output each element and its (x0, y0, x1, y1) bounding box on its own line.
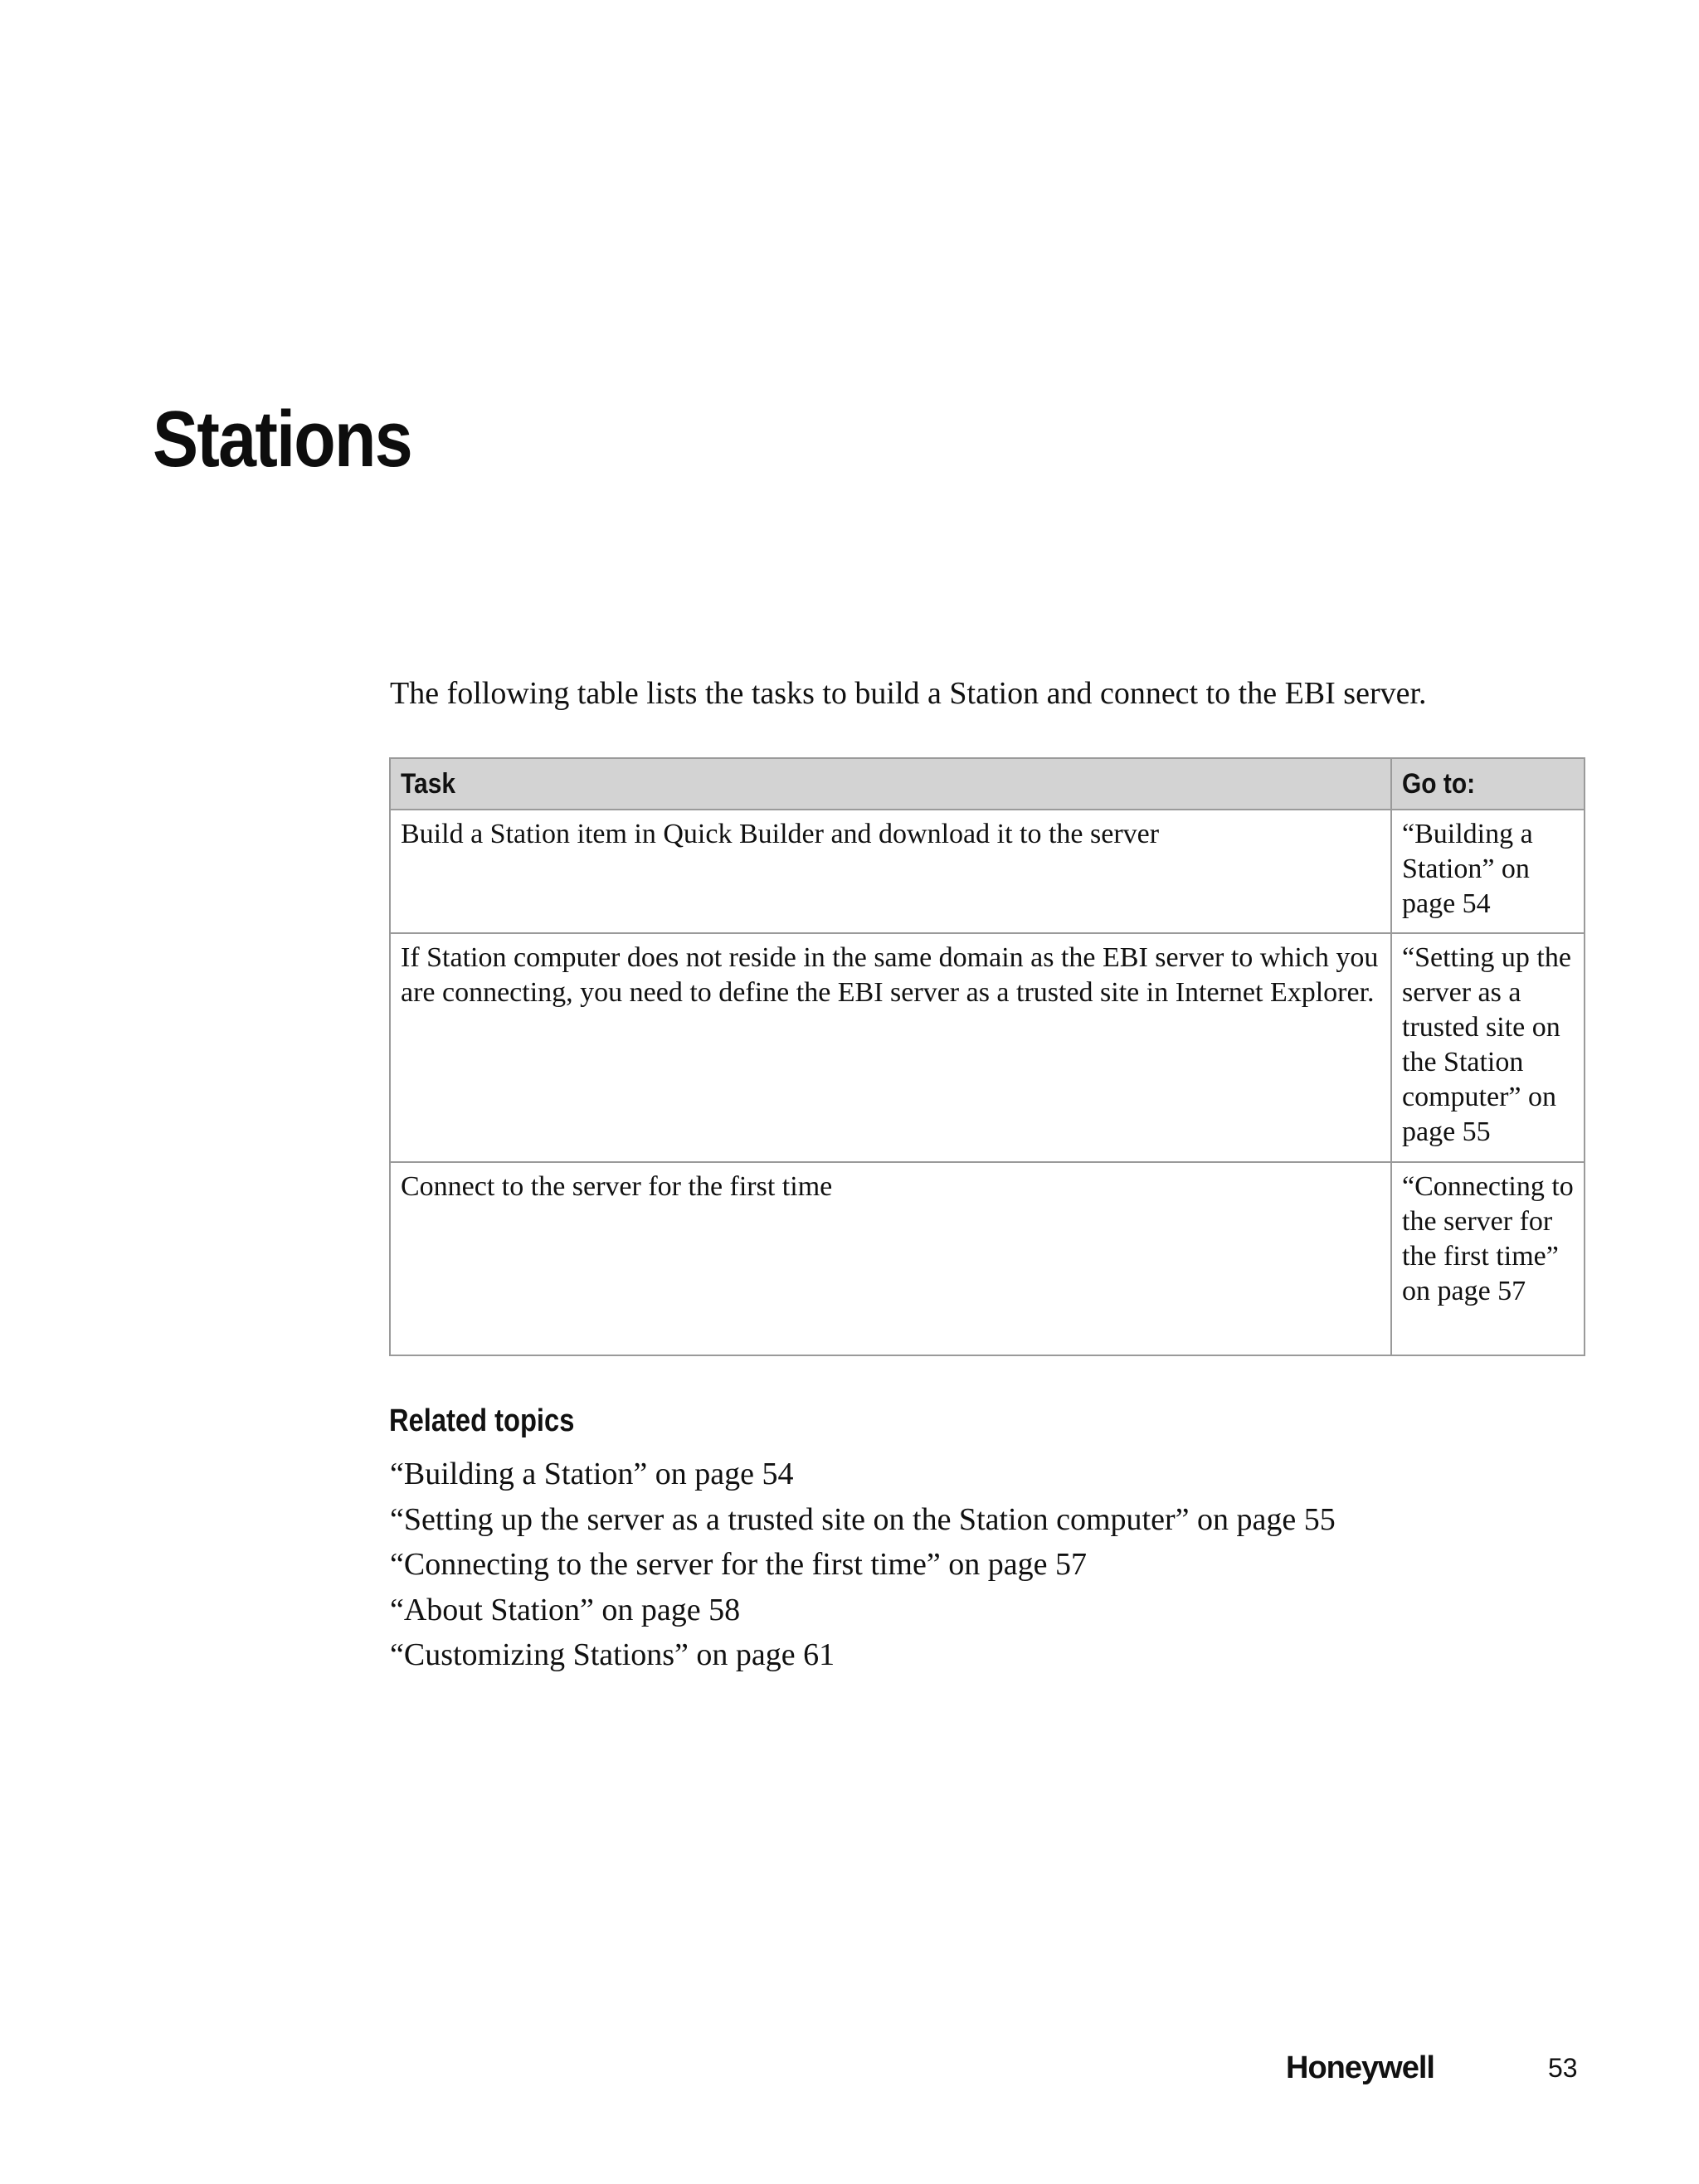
task-cell: Build a Station item in Quick Builder and download it to the server (390, 810, 1391, 933)
table-row (390, 810, 1585, 933)
task-cell: If Station computer does not reside in the same domain as the EBI server to which you are connecting, you need to define the EBI server as a trusted site in Internet Explorer. (390, 933, 1391, 1162)
related-link-building-station[interactable]: “Building a Station” on page 54 (390, 1457, 794, 1491)
related-topics-list (390, 1452, 1336, 1678)
related-link-trusted-site[interactable]: “Setting up the server as a trusted site on the Station computer” on page 55 (390, 1501, 1336, 1537)
goto-link[interactable]: “Setting up the server as a trusted site on the Station computer” on page 55 (1391, 933, 1585, 1162)
page-number: 53 (1548, 2053, 1578, 2083)
intro-paragraph: The following table lists the tasks to build a Station and connect to the EBI server. (390, 676, 1427, 711)
related-link-connecting-first-time[interactable]: “Connecting to the server for the first time” on page 57 (390, 1547, 1087, 1582)
task-table (389, 757, 1585, 1356)
task-cell: Connect to the server for the first time (390, 1162, 1391, 1355)
goto-link[interactable]: “Building a Station” on page 54 (1391, 810, 1585, 933)
table-row (390, 1162, 1585, 1355)
table-header-row (390, 758, 1585, 810)
related-link-about-station[interactable]: “About Station” on page 58 (390, 1592, 741, 1627)
header-task: Task (390, 758, 1391, 810)
header-goto: Go to: (1391, 758, 1585, 810)
honeywell-logo: Honeywell (1286, 2050, 1434, 2085)
page-title: Stations (153, 395, 411, 484)
table-row (390, 933, 1585, 1162)
related-topics-heading: Related topics (389, 1403, 575, 1438)
goto-link[interactable]: “Connecting to the server for the first time” on page 57 (1391, 1162, 1585, 1355)
related-link-customizing-stations[interactable]: “Customizing Stations” on page 61 (390, 1637, 835, 1672)
